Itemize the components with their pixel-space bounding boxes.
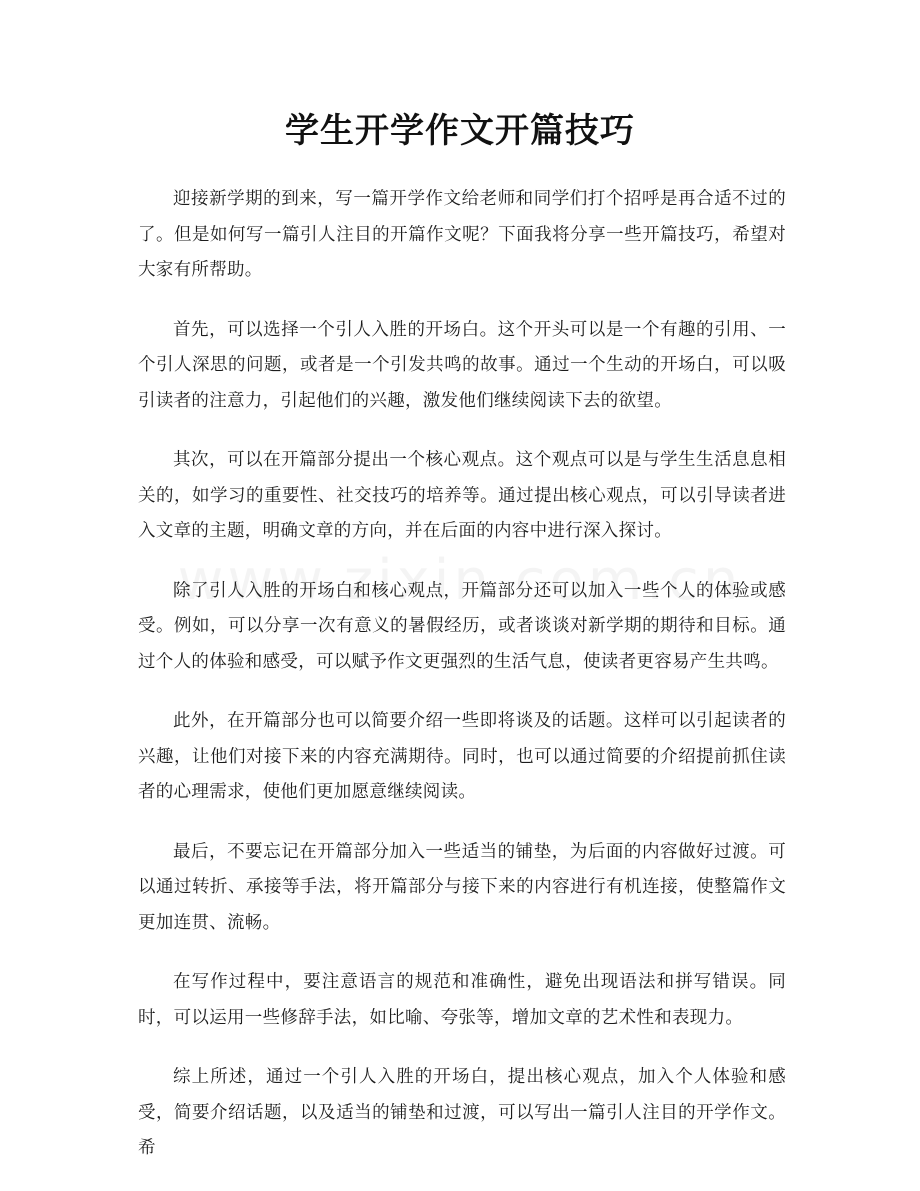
- paragraph-language: 在写作过程中，要注意语言的规范和准确性，避免出现语法和拼写错误。同时，可以运用一些修辞手法，如比喻、夸张等，增加文章的艺术性和表现力。: [138, 972, 786, 1028]
- paragraph-core-point: 其次，可以在开篇部分提出一个核心观点。这个观点可以是与学生生活息息相关的，如学习的重要性、社交技巧的培养等。通过提出核心观点，可以引导读者进入文章的主题，明确文章的方向，并在后面的内容中进行深入探讨。: [138, 450, 786, 541]
- page-title: 学生开学作文开篇技巧: [285, 111, 635, 151]
- paragraph-opening-line: 首先，可以选择一个引人入胜的开场白。这个开头可以是一个有趣的引用、一个引人深思的问题，或者是一个引发共鸣的故事。通过一个生动的开场白，可以吸引读者的注意力，引起他们的兴趣，激发他们继续阅读下去的欲望。: [138, 319, 786, 411]
- paragraph-summary: 综上所述，通过一个引人入胜的开场白，提出核心观点，加入个人体验和感受，简要介绍话题，以及适当的铺垫和过渡，可以写出一篇引人注目的开学作文。希: [138, 1067, 786, 1158]
- paragraph-transition: 最后，不要忘记在开篇部分加入一些适当的铺垫，为后面的内容做好过渡。可以通过转折、承接等手法，将开篇部分与接下来的内容进行有机连接，使整篇作文更加连贯、流畅。: [138, 841, 786, 933]
- paragraph-personal-experience: 除了引人入胜的开场白和核心观点，开篇部分还可以加入一些个人的体验或感受。例如，可以分享一次有意义的暑假经历，或者谈谈对新学期的期待和目标。通过个人的体验和感受，可以赋予作文更强烈的生活气息，使读者更容易产生共鸣。: [138, 580, 786, 672]
- paragraph-intro: 迎接新学期的到来，写一篇开学作文给老师和同学们打个招呼是再合适不过的了。但是如何写一篇引人注目的开篇作文呢？下面我将分享一些开篇技巧，希望对大家有所帮助。: [138, 189, 786, 280]
- document-body: [138, 182, 786, 1191]
- paragraph-topic-preview: 此外，在开篇部分也可以简要介绍一些即将谈及的话题。这样可以引起读者的兴趣，让他们对接下来的内容充满期待。同时，也可以通过简要的介绍提前抓住读者的心理需求，使他们更加愿意继续阅读。: [138, 711, 786, 802]
